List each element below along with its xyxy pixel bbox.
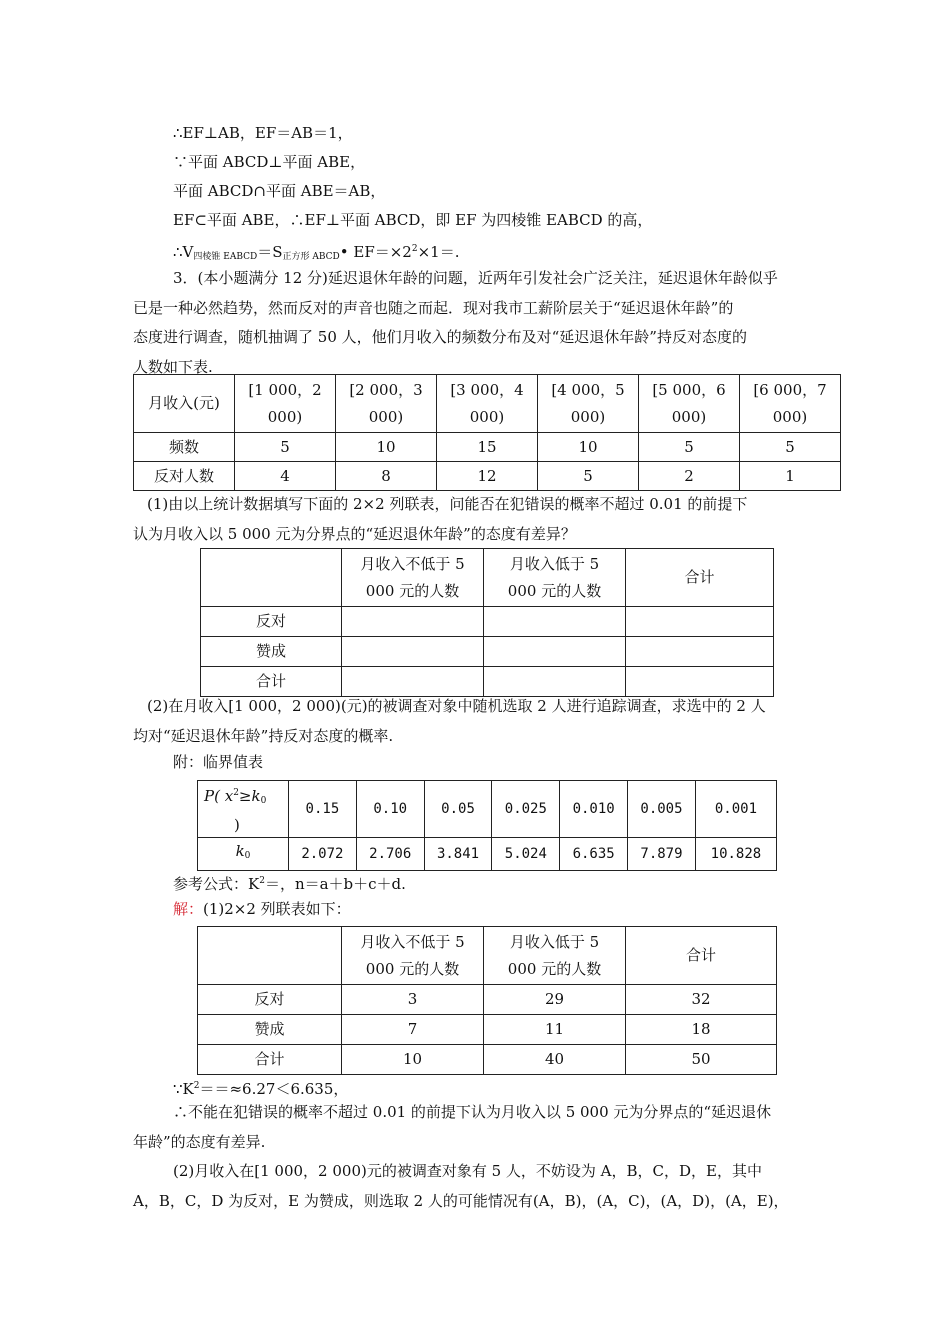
income-range: [6 000，7 000) [740, 375, 841, 433]
oppose-cell: 1 [740, 462, 841, 491]
table-cell: 29 [484, 985, 626, 1015]
k-value: 10.828 [695, 838, 776, 871]
income-range: [3 000，4 000) [437, 375, 538, 433]
k-squared-line: $\because K^2==\approx 6.27<6.635$， [173, 1080, 349, 1098]
freq-cell: 5 [639, 433, 740, 462]
table-cell: 18 [626, 1015, 777, 1045]
oppose-cell: 2 [639, 462, 740, 491]
freq-cell: 5 [235, 433, 336, 462]
k-value: 3.841 [424, 838, 492, 871]
row-label: 赞成 [201, 637, 342, 667]
freq-cell: 15 [437, 433, 538, 462]
filled-contingency-table [197, 926, 777, 1075]
header-high-income: 月收入不低于 5 000 元的人数 [342, 549, 484, 607]
p-value: 0.025 [492, 781, 560, 838]
oppose-cell: 5 [538, 462, 639, 491]
table-cell: 32 [626, 985, 777, 1015]
oppose-cell: 4 [235, 462, 336, 491]
row-label: 合计 [201, 667, 342, 697]
table-cell: 50 [626, 1045, 777, 1075]
table-cell: 7 [342, 1015, 484, 1045]
problem-statement: 3．(本小题满分 12 分)延迟退休年龄的问题，近两年引发社会广泛关注，延迟退休年龄似乎 已是一种必然趋势，然而反对的声音也随之而起．现对我市工薪阶层关于“延迟退休年龄”的 态度进行调查，随机抽调了 50 人，他们月收入的频数分布及对“延迟退休年龄”持反对态度的 人数如下表. [133, 269, 778, 376]
proof-line-4: EF⊂平面 ABE，∴EF⊥平面 ABCD，即 EF 为四棱锥 EABCD 的高， [173, 211, 653, 229]
oppose-label: 反对人数 [134, 462, 235, 491]
header-high-income: 月收入不低于 5 000 元的人数 [342, 927, 484, 985]
empty-contingency-table [200, 548, 774, 697]
freq-cell: 10 [336, 433, 437, 462]
income-range: [2 000，3 000) [336, 375, 437, 433]
freq-cell: 5 [740, 433, 841, 462]
question-1: (1)由以上统计数据填写下面的 2×2 列联表，问能否在犯错误的概率不超过 0.01 的前提下 认为月收入以 5 000 元为分界点的“延迟退休年龄”的态度有差异？ [133, 495, 748, 543]
p-value: 0.001 [695, 781, 776, 838]
header-low-income: 月收入低于 5 000 元的人数 [484, 927, 626, 985]
k-value: 2.706 [356, 838, 424, 871]
income-header-label: 月收入(元) [134, 375, 235, 433]
table-cell: 40 [484, 1045, 626, 1075]
solution-part-2: (2)月收入在[1 000，2 000)元的被调查对象有 5 人，不妨设为 A，B，C，D，E，其中 A，B，C，D 为反对，E 为赞成，则选取 2 人的可能情况有(A，B)，(A，C)，(A，D)，(A，E)， [133, 1162, 789, 1210]
critical-value-table [197, 780, 777, 871]
k-label: $k_0$ [198, 838, 289, 871]
k-value: 7.879 [628, 838, 696, 871]
k-value: 6.635 [560, 838, 628, 871]
header-low-income: 月收入低于 5 000 元的人数 [484, 549, 626, 607]
freq-label: 频数 [134, 433, 235, 462]
p-value: 0.10 [356, 781, 424, 838]
k-value: 5.024 [492, 838, 560, 871]
row-label: 反对 [198, 985, 342, 1015]
row-label: 反对 [201, 607, 342, 637]
income-range: [1 000，2 000) [235, 375, 336, 433]
proof-line-1: ∴EF⊥AB，EF＝AB＝1， [173, 124, 353, 142]
income-range: [5 000，6 000) [639, 375, 740, 433]
appendix-label: 附：临界值表 [173, 753, 264, 771]
row-label: 赞成 [198, 1015, 342, 1045]
oppose-cell: 12 [437, 462, 538, 491]
p-value: 0.005 [628, 781, 696, 838]
table-cell: 3 [342, 985, 484, 1015]
p-value: 0.05 [424, 781, 492, 838]
solution-label: 解： [173, 900, 204, 918]
question-2: (2)在月收入[1 000，2 000)(元)的被调查对象中随机选取 2 人进行追踪调查，求选中的 2 人 均对“延迟退休年龄”持反对态度的概率. [133, 697, 766, 745]
solution-intro: 解：(1)2×2 列联表如下： [173, 900, 351, 918]
table-cell: 10 [342, 1045, 484, 1075]
p-label: P( $x^2\ge k_0$ ) [198, 781, 289, 838]
reference-formula: 参考公式：$K^2=$，n＝a＋b＋c＋d. [173, 875, 406, 893]
volume-line: $\therefore V_{四棱锥 EABCD}=S_{正方形 ABCD}•$ $EF=\times 2^2\times 1=$. [173, 243, 460, 262]
proof-line-3: 平面 ABCD∩平面 ABE＝AB， [173, 182, 386, 200]
proof-line-2: ∵平面 ABCD⊥平面 ABE， [173, 153, 366, 171]
row-label: 合计 [198, 1045, 342, 1075]
income-range: [4 000，5 000) [538, 375, 639, 433]
income-frequency-table [133, 374, 841, 491]
header-total: 合计 [626, 927, 777, 985]
header-total: 合计 [626, 549, 774, 607]
k-value: 2.072 [289, 838, 357, 871]
solution-conclusion: ∴不能在犯错误的概率不超过 0.01 的前提下认为月收入以 5 000 元为分界点的“延迟退休 年龄”的态度有差异. [133, 1103, 772, 1151]
oppose-cell: 8 [336, 462, 437, 491]
table-cell: 11 [484, 1015, 626, 1045]
freq-cell: 10 [538, 433, 639, 462]
p-value: 0.15 [289, 781, 357, 838]
p-value: 0.010 [560, 781, 628, 838]
